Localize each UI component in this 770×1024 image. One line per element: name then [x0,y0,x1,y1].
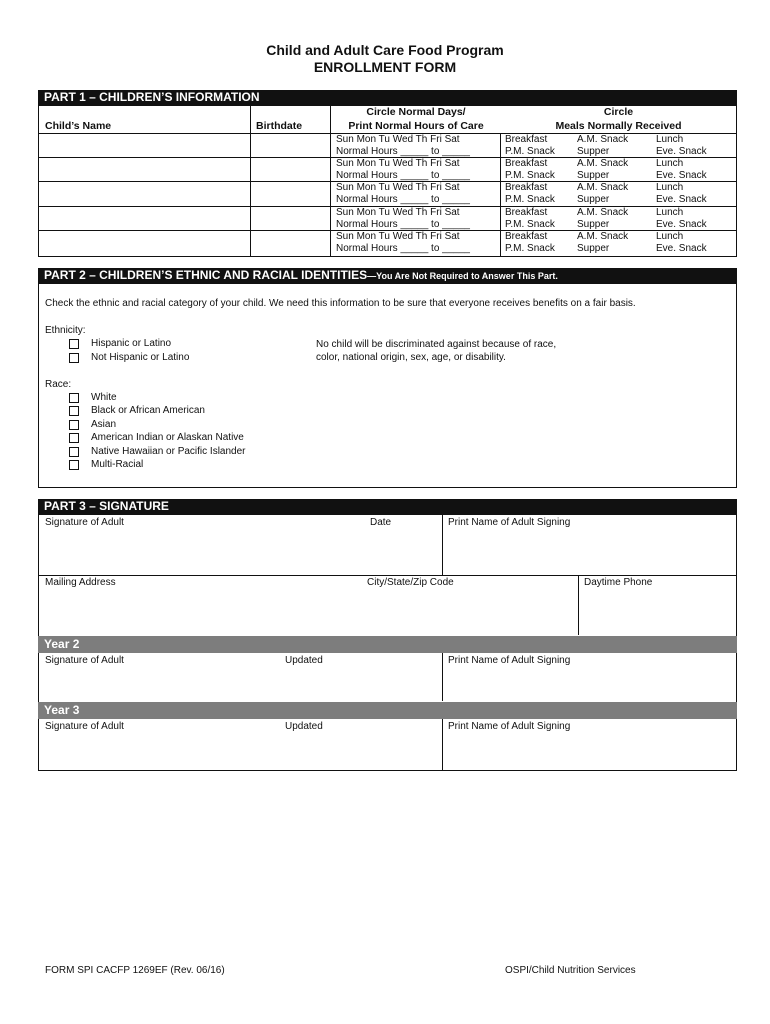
year2-signature-label: Signature of Adult [45,655,124,666]
mailing-address-label: Mailing Address [45,577,116,588]
meal-lunch[interactable]: Lunch [656,158,684,169]
meal-eve-snack[interactable]: Eve. Snack [656,194,707,205]
days-selector[interactable]: Sun Mon Tu Wed Th Fri Sat [336,231,460,242]
year2-signature-field[interactable] [39,653,442,701]
days-selector[interactable]: Sun Mon Tu Wed Th Fri Sat [336,182,460,193]
hours-field[interactable]: Normal Hours _____ to _____ [336,194,470,205]
meal-lunch[interactable]: Lunch [656,207,684,218]
meal-am-snack[interactable]: A.M. Snack [577,231,629,242]
meal-eve-snack[interactable]: Eve. Snack [656,146,707,157]
hours-field[interactable]: Normal Hours _____ to _____ [336,170,470,181]
year3-updated-label: Updated [285,721,323,732]
race-option-6: Multi-Racial [91,459,144,470]
agency-name: OSPI/Child Nutrition Services [505,965,636,976]
ethnicity-option-2: Not Hispanic or Latino [91,352,190,363]
hours-field[interactable]: Normal Hours _____ to _____ [336,243,470,254]
year2-print-name-label: Print Name of Adult Signing [448,655,571,666]
meal-pm-snack[interactable]: P.M. Snack [505,243,555,254]
checkbox-white[interactable] [69,393,79,403]
print-name-field[interactable] [443,515,736,575]
part2-header [38,268,737,284]
ethnicity-option-1: Hispanic or Latino [91,338,172,349]
race-option-5: Native Hawaiian or Pacific Islander [91,446,246,457]
mailing-address-field[interactable] [39,576,577,635]
race-option-3: Asian [91,419,117,430]
meal-eve-snack[interactable]: Eve. Snack [656,219,707,230]
meal-supper[interactable]: Supper [577,146,610,157]
nondiscrimination-line2: color, national origin, sex, age, or disability. [316,352,506,363]
col-birthdate: Birthdate [256,120,303,132]
race-label: Race: [45,379,72,390]
days-selector[interactable]: Sun Mon Tu Wed Th Fri Sat [336,207,460,218]
date-label: Date [370,517,392,528]
col-meals-line2: Meals Normally Received [555,120,682,132]
meal-am-snack[interactable]: A.M. Snack [577,207,629,218]
meal-eve-snack[interactable]: Eve. Snack [656,170,707,181]
meal-pm-snack[interactable]: P.M. Snack [505,219,555,230]
checkbox-american-indian[interactable] [69,433,79,443]
signature-adult-label: Signature of Adult [45,517,124,528]
col-days-line2: Print Normal Hours of Care [348,120,484,132]
daytime-phone-label: Daytime Phone [584,577,653,588]
nondiscrimination-line1: No child will be discriminated against because of race, [316,339,557,350]
year3-print-name-label: Print Name of Adult Signing [448,721,571,732]
meal-lunch[interactable]: Lunch [656,134,684,145]
meal-breakfast[interactable]: Breakfast [505,207,548,218]
meal-supper[interactable]: Supper [577,170,610,181]
meal-supper[interactable]: Supper [577,243,610,254]
col-days-line1: Circle Normal Days/ [366,106,466,118]
year2-header: Year 2 [38,636,737,653]
race-option-2: Black or African American [91,405,205,416]
form-number: FORM SPI CACFP 1269EF (Rev. 06/16) [45,965,225,976]
meal-am-snack[interactable]: A.M. Snack [577,182,629,193]
checkbox-native-hawaiian[interactable] [69,447,79,457]
meal-eve-snack[interactable]: Eve. Snack [656,243,707,254]
meal-supper[interactable]: Supper [577,219,610,230]
hours-field[interactable]: Normal Hours _____ to _____ [336,146,470,157]
city-state-zip-label: City/State/Zip Code [367,577,454,588]
year2-updated-label: Updated [285,655,323,666]
days-selector[interactable]: Sun Mon Tu Wed Th Fri Sat [336,134,460,145]
col-meals-line1: Circle [603,106,634,118]
hours-field[interactable]: Normal Hours _____ to _____ [336,219,470,230]
year2-print-name-field[interactable] [443,653,736,701]
checkbox-multi-racial[interactable] [69,460,79,470]
year3-signature-field[interactable] [39,719,442,770]
meal-lunch[interactable]: Lunch [656,231,684,242]
part2-intro: Check the ethnic and racial category of your child. We need this information to be sure that everyone receives benefits on a fair basis. [45,298,636,309]
meal-supper[interactable]: Supper [577,194,610,205]
ethnicity-label: Ethnicity: [45,325,86,336]
meal-breakfast[interactable]: Breakfast [505,158,548,169]
meal-pm-snack[interactable]: P.M. Snack [505,146,555,157]
year3-print-name-field[interactable] [443,719,736,770]
meal-lunch[interactable]: Lunch [656,182,684,193]
days-selector[interactable]: Sun Mon Tu Wed Th Fri Sat [336,158,460,169]
checkbox-not-hispanic[interactable] [69,353,79,363]
meal-am-snack[interactable]: A.M. Snack [577,134,629,145]
checkbox-hispanic[interactable] [69,339,79,349]
meal-am-snack[interactable]: A.M. Snack [577,158,629,169]
race-option-4: American Indian or Alaskan Native [91,432,244,443]
meal-pm-snack[interactable]: P.M. Snack [505,194,555,205]
year3-header: Year 3 [38,702,737,719]
race-option-1: White [91,392,117,403]
part2-header-title: PART 2 – CHILDREN’S ETHNIC AND RACIAL IDENTITIES [44,268,368,282]
col-childs-name: Child’s Name [45,120,112,132]
part1-header: PART 1 – CHILDREN’S INFORMATION [38,90,737,106]
meal-breakfast[interactable]: Breakfast [505,231,548,242]
checkbox-asian[interactable] [69,420,79,430]
checkbox-black[interactable] [69,406,79,416]
print-name-label: Print Name of Adult Signing [448,517,571,528]
meal-pm-snack[interactable]: P.M. Snack [505,170,555,181]
daytime-phone-field[interactable] [579,576,736,635]
year3-signature-label: Signature of Adult [45,721,124,732]
part2-header-note: —You Are Not Required to Answer This Part. [367,271,558,281]
meal-breakfast[interactable]: Breakfast [505,182,548,193]
meal-breakfast[interactable]: Breakfast [505,134,548,145]
part3-header: PART 3 – SIGNATURE [38,499,737,515]
form-subtitle: ENROLLMENT FORM [313,59,457,75]
form-title: Child and Adult Care Food Program [266,42,504,58]
